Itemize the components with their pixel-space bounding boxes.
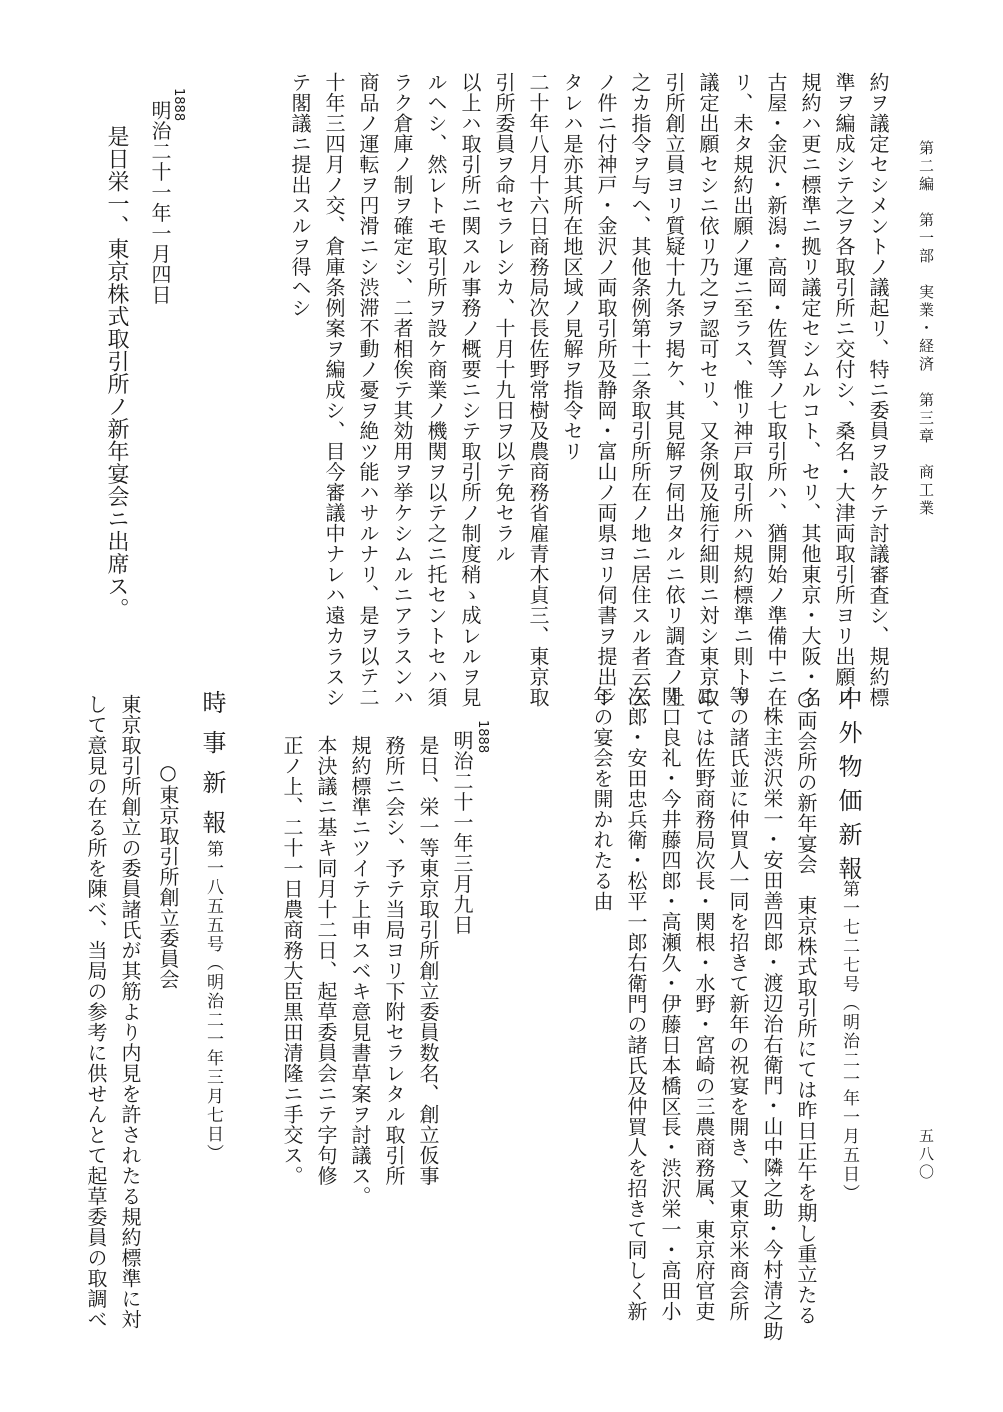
body-line: 年の宴会を開かれたる由 bbox=[590, 686, 614, 912]
year-annotation: 1888 bbox=[171, 88, 186, 122]
body-line: リ、未タ規約出願ノ運ニ至ラス、惟リ神戸取引所ハ規約標準ニ則トリ bbox=[730, 72, 754, 708]
body-line: 準ヲ編成シテ之ヲ各取引所ニ交付シ、桑名・大津両取引所ヨリ出願ノ bbox=[832, 72, 856, 708]
body-line: ○両会所の新年宴会 東京株式取引所にては昨日正午を期し重立たる bbox=[794, 686, 818, 1326]
body-line: 二十年八月十六日商務局次長佐野常樹及農商務省雇青木貞三、東京取 bbox=[526, 72, 550, 708]
body-line: タレハ是亦其所在地区域ノ見解ヲ指令セリ bbox=[560, 72, 584, 462]
body-line: テ閣議ニ提出スルヲ得ヘシ bbox=[288, 72, 312, 318]
newspaper-title: 時事新報 bbox=[198, 690, 226, 850]
body-line: 規約ハ更ニ標準ニ拠リ議定セシムルコト、セリ、其他東京・大阪・名 bbox=[798, 72, 822, 708]
body-line: 次郎・安田忠兵衛・松平一郎右衛門の諸氏及仲買人を招きて同しく新 bbox=[624, 686, 648, 1322]
body-line: 是日、栄一等東京取引所創立委員数名、創立仮事 bbox=[416, 735, 440, 1186]
body-line: 等の諸氏並に仲買人一同を招きて新年の祝宴を開き、又東京米商会所 bbox=[726, 686, 750, 1322]
running-header: 第二編 第一部 実業・経済 第三章 商工業 bbox=[917, 140, 935, 518]
page-number: 五八〇 bbox=[917, 1128, 935, 1182]
body-line: 商品ノ運転ヲ円滑ニシ渋滞不動ノ憂ヲ絶ツ能ハサルナリ、是ヲ以テ二 bbox=[356, 72, 380, 708]
body-line: にては佐野商務局次長・関根・水野・宮崎の三農商務属、東京府官吏 bbox=[692, 686, 716, 1322]
body-line: 規約標準ニツイテ上申スベキ意見書草案ヲ討議ス。 bbox=[348, 735, 372, 1207]
entry-date: 明治二十一年三月九日 bbox=[450, 730, 474, 935]
body-line: して意見の在る所を陳べ、当局の参考に供せんとて起草委員の取調べ bbox=[84, 694, 108, 1330]
entry-date: 明治二十一年一月四日 bbox=[148, 100, 172, 305]
body-line: 正ノ上、二十一日農商務大臣黒田清隆ニ手交ス。 bbox=[280, 735, 304, 1186]
body-line: 引所委員ヲ命セラレシカ、十月十九日ヲ以テ免セラル bbox=[492, 72, 516, 564]
body-line: ノ件ニ付神戸・金沢ノ両取引所及静岡・富山ノ両県ヨリ伺書ヲ提出シ bbox=[594, 72, 618, 708]
body-line: 務所ニ会シ、予テ当局ヨリ下附セラレタル取引所 bbox=[382, 735, 406, 1186]
body-line: 引所創立員ヨリ質疑十九条ヲ掲ケ、其見解ヲ伺出タルニ依リ調査ノ上 bbox=[662, 72, 686, 708]
body-line: 以上ハ取引所ニ関スル事務ノ概要ニシテ取引所ノ制度稍ゝ成レルヲ見 bbox=[458, 72, 482, 708]
body-line: 之カ指令ヲ与ヘ、其他条例第十二条取引所所在ノ地ニ居住スル者云云 bbox=[628, 72, 652, 708]
body-line: 古屋・金沢・新潟・高岡・佐賀等ノ七取引所ハ、猶開始ノ準備中ニ在 bbox=[764, 72, 788, 708]
body-line: 株主渋沢栄一・安田善四郎・渡辺治右衛門・山中隣之助・今村清之助 bbox=[760, 706, 784, 1342]
entry-text: 是日栄一、東京株式取引所ノ新年宴会ニ出席ス。 bbox=[104, 125, 129, 620]
body-line: 関口良礼・今井藤四郎・高瀬久・伊藤日本橋区長・渋沢栄一・高田小 bbox=[658, 686, 682, 1322]
year-annotation: 1888 bbox=[475, 720, 490, 754]
newspaper-title: 中外物価新報 bbox=[834, 686, 862, 890]
body-line: 約ヲ議定セシメントノ議起リ、特ニ委員ヲ設ケテ討議審査シ、規約標 bbox=[866, 72, 890, 708]
body-line: 東京取引所創立の委員諸氏が其筋より内見を許されたる規約標準に対 bbox=[118, 694, 142, 1330]
issue-number: 第一七二七号（明治二一年一月五日） bbox=[839, 880, 859, 1203]
body-line: 本決議ニ基キ同月十二日、起草委員会ニテ字句修 bbox=[314, 735, 338, 1186]
body-line: 十年三四月ノ交、倉庫条例案ヲ編成シ、目今審議中ナレハ遠カラスシ bbox=[322, 72, 346, 708]
body-line: ルヘシ、然レトモ取引所ヲ設ケ商業ノ機関ヲ以テ之ニ托セントセハ須 bbox=[424, 72, 448, 708]
body-line: ラク倉庫ノ制ヲ確定シ、二者相俟テ其効用ヲ挙ケシムルニアラスンハ bbox=[390, 72, 414, 708]
body-line: 議定出願セシニ依リ乃之ヲ認可セリ、又条例及施行細則ニ対シ東京取 bbox=[696, 72, 720, 708]
article-heading: ○東京取引所創立委員会 bbox=[156, 760, 180, 990]
issue-number: 第一八五五号（明治二一年三月七日） bbox=[203, 840, 223, 1163]
